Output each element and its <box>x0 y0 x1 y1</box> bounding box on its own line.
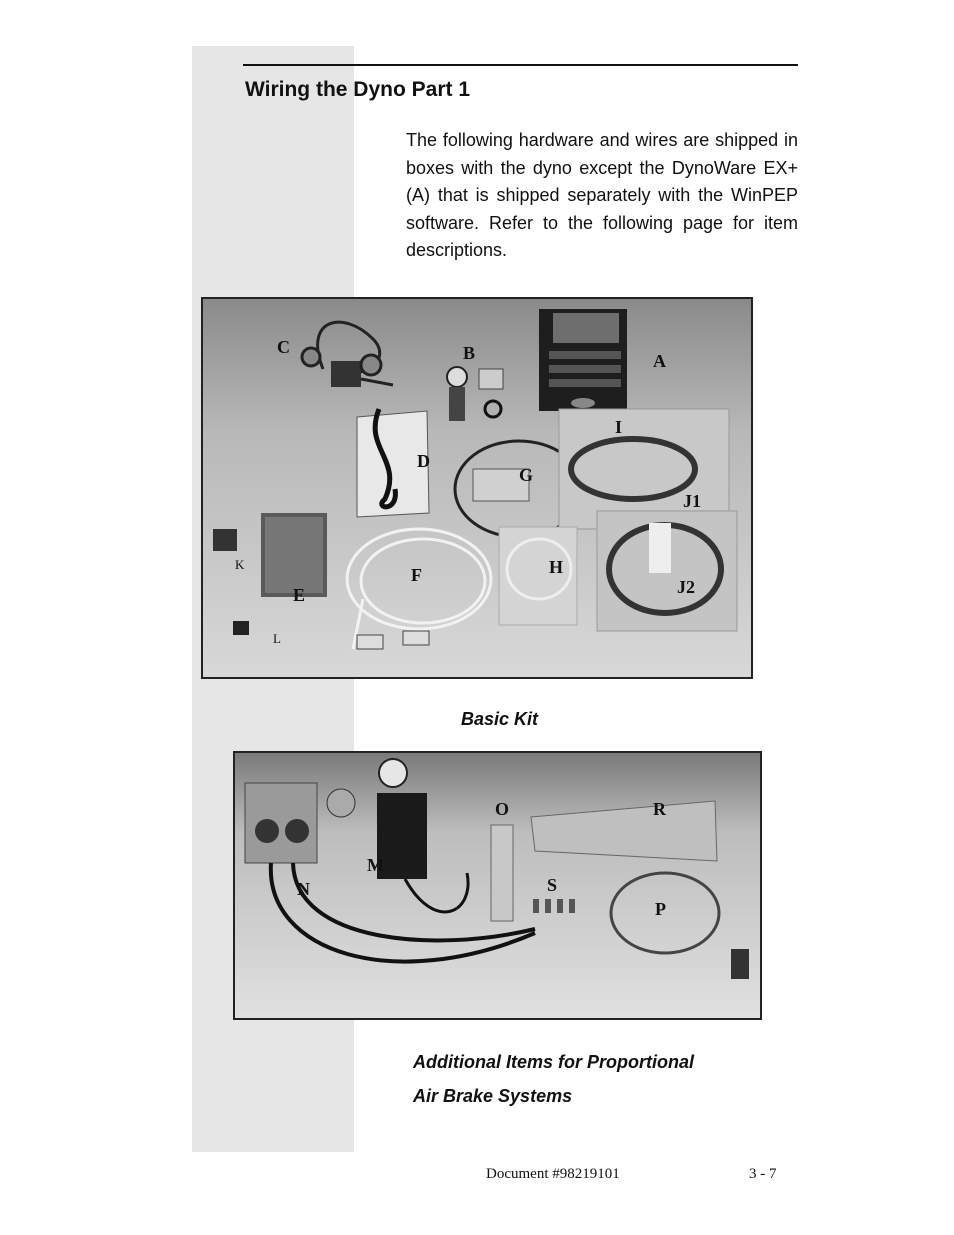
label-p: P <box>655 899 666 919</box>
page-title: Wiring the Dyno Part 1 <box>245 78 471 101</box>
bracket-o <box>491 825 513 921</box>
dynoware-box <box>539 309 627 411</box>
page-number: 3 - 7 <box>749 1166 777 1182</box>
label-s: S <box>547 875 558 895</box>
label-d: D <box>417 451 430 471</box>
caption-additional-items <box>413 1045 694 1113</box>
label-m: M <box>367 855 384 875</box>
additional-items-illustration <box>235 753 760 1018</box>
thin-cable <box>499 527 577 625</box>
caption-line-1: Additional Items for Proportional <box>413 1052 695 1072</box>
label-h: H <box>549 557 564 577</box>
label-i: I <box>615 417 623 437</box>
label-c: C <box>277 337 290 357</box>
label-j1: J1 <box>683 491 701 511</box>
basic-kit-illustration <box>203 299 751 677</box>
label-e: E <box>293 585 306 605</box>
label-o: O <box>495 799 510 819</box>
label-j2: J2 <box>677 577 695 597</box>
label-r: R <box>653 799 666 819</box>
intro-paragraph: The following hardware and wires are shipped in boxes with the dyno except the DynoWare EX+ (A) that is shipped separately with the WinPEP software. Refer to the following page for item descriptions. <box>406 130 798 261</box>
caption-basic-kit: Basic Kit <box>461 709 539 729</box>
caption-line-2: Air Brake Systems <box>413 1086 573 1106</box>
basic-kit-photo <box>201 297 753 679</box>
header-rule <box>243 64 798 66</box>
label-k: K <box>235 557 245 572</box>
label-l: L <box>273 631 281 646</box>
label-a: A <box>653 351 666 371</box>
label-f: F <box>411 565 422 585</box>
label-n: N <box>297 879 310 899</box>
additional-items-photo <box>233 751 762 1020</box>
document-number: Document #98219101 <box>486 1166 620 1182</box>
label-b: B <box>463 343 476 363</box>
small-parts-l <box>233 621 249 635</box>
label-g: G <box>519 465 534 485</box>
small-parts-k <box>213 529 237 551</box>
